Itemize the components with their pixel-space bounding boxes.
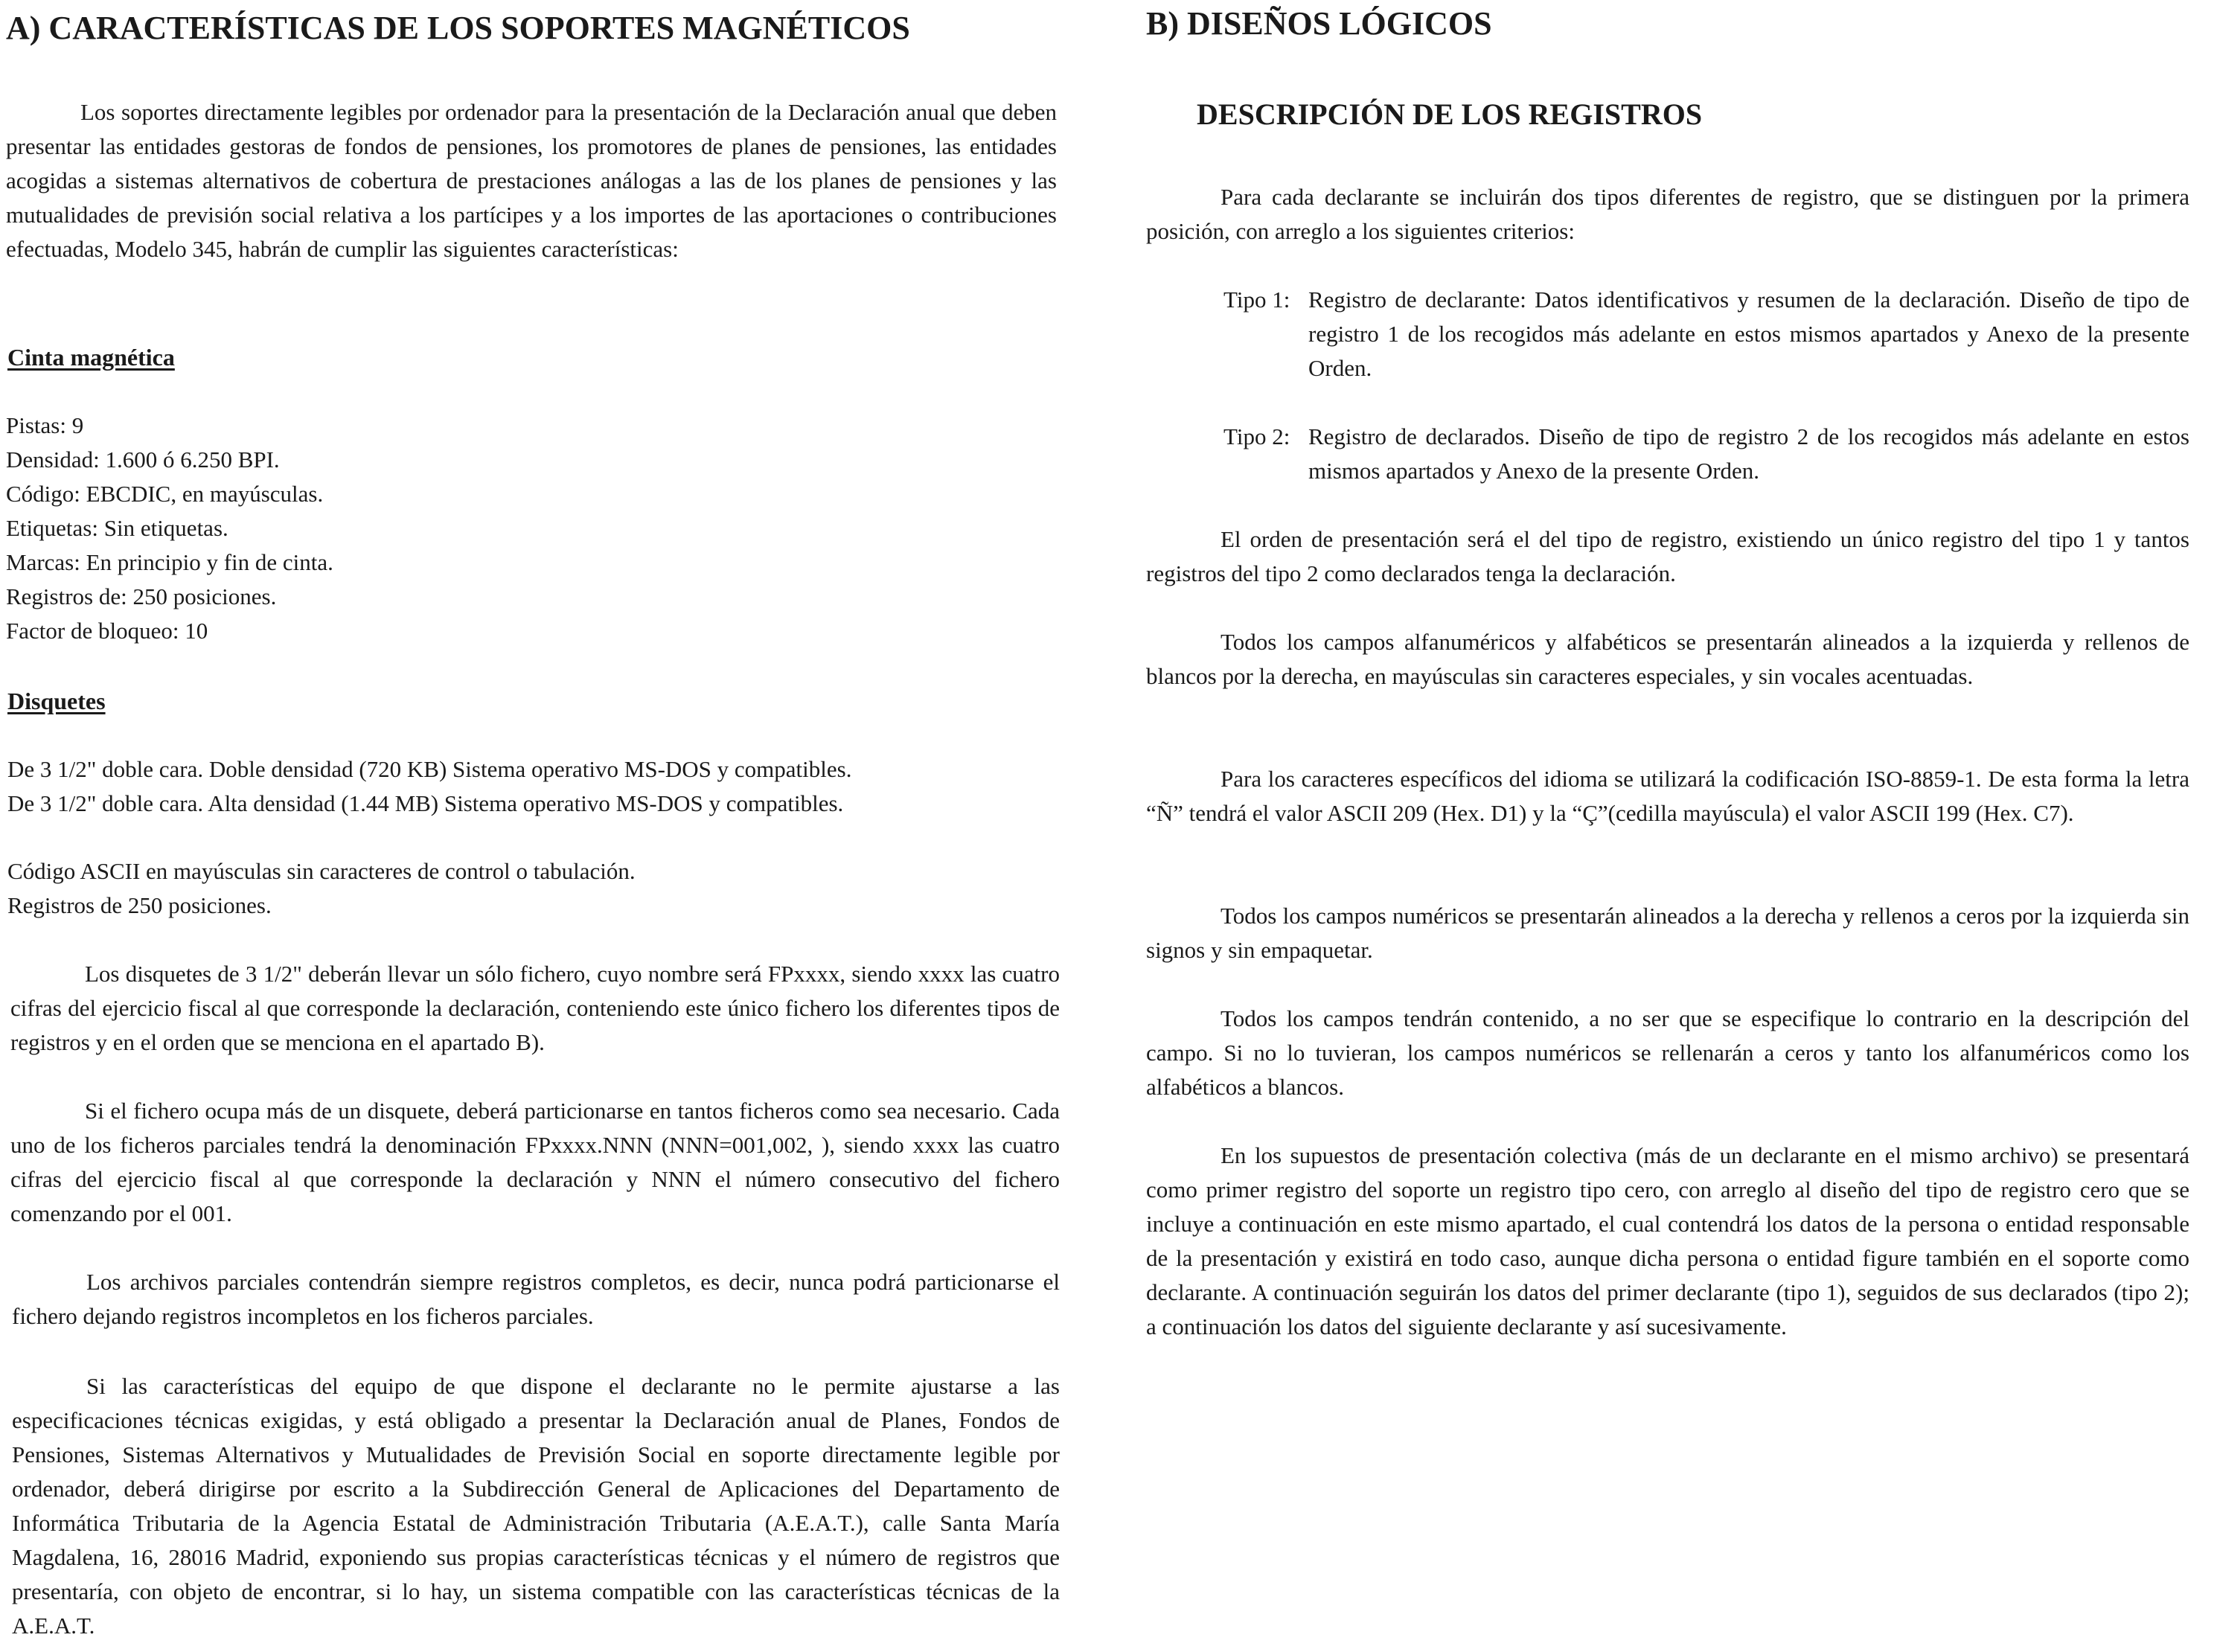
paragraph-campos-numericos: Todos los campos numéricos se presentarán alineados a la derecha y rellenos a ceros por la izquierda sin signos y sin empaquetar. bbox=[1146, 903, 2189, 963]
cinta-spec-line: Pistas: 9 bbox=[6, 412, 84, 438]
intro-paragraph: Los soportes directamente legibles por ordenador para la presentación de la Declaración anual que deben presentar las entidades gestoras de fondos de pensiones, los promotores de planes de pensiones, las entidades acogidas a sistemas alternativos de cobertura de prestaciones análogas a las de los planes de pensiones y las mutualidades de previsión social relativa a los partícipes y a los importes de las aportaciones o contribuciones efectuadas, Modelo 345, habrán de cumplir las siguientes características: bbox=[6, 99, 1057, 262]
registros-subheading: DESCRIPCIÓN DE LOS REGISTROS bbox=[1197, 97, 1703, 131]
section-a-heading: A) CARACTERÍSTICAS DE LOS SOPORTES MAGNÉTICOS bbox=[6, 10, 910, 46]
tipo1-label: Tipo 1: bbox=[1223, 286, 1290, 313]
cinta-specs-list bbox=[6, 409, 333, 648]
cinta-spec-line: Factor de bloqueo: 10 bbox=[6, 618, 208, 644]
tipo2-label: Tipo 2: bbox=[1223, 423, 1290, 449]
paragraph-archivos-parciales: Los archivos parciales contendrán siempre registros completos, es decir, nunca podrá particionarse el fichero dejando registros incompletos en los ficheros parciales. bbox=[12, 1269, 1060, 1329]
cinta-spec-line: Densidad: 1.600 ó 6.250 BPI. bbox=[6, 446, 280, 473]
disquete-spec-line: Código ASCII en mayúsculas sin caracteres de control o tabulación. bbox=[7, 858, 636, 884]
paragraph-contenido-campos: Todos los campos tendrán contenido, a no ser que se especifique lo contrario en la descripción del campo. Si no lo tuvieran, los campos numéricos se rellenarán a ceros y tanto los alfanuméricos como los alfabéticos a blancos. bbox=[1146, 1005, 2189, 1100]
paragraph-caracteristicas-equipo: Si las características del equipo de que dispone el declarante no le permite ajustarse a las especificaciones técnicas exigidas, y está obligado a presentar la Declaración anual de Planes, Fondos de Pensiones, Sistemas Alternativos y Mutualidades de Previsión Social en soporte directamente legible por ordenador, deberá dirigirse por escrito a la Subdirección General de Aplicaciones del Departamento de Informática Tributaria de la Agencia Estatal de Administración Tributaria (A.E.A.T.), calle Santa María Magdalena, 16, 28016 Madrid, exponiendo sus propias características técnicas y el número de registros que presentaría, con objeto de encontrar, si lo hay, un sistema compatible con las características técnicas de la A.E.A.T. bbox=[12, 1373, 1060, 1639]
tipo1-description bbox=[1223, 283, 2189, 385]
disquete-spec-line: De 3 1/2" doble cara. Alta densidad (1.44 MB) Sistema operativo MS-DOS y compatibles. bbox=[7, 790, 844, 816]
paragraph-codificacion: Para los caracteres específicos del idioma se utilizará la codificación ISO-8859-1. De esta forma la letra “Ñ” tendrá el valor ASCII 209 (Hex. D1) y la “Ç”(cedilla mayúscula) el valor ASCII 199 (Hex. C7). bbox=[1146, 766, 2189, 826]
section-b-heading: B) DISEÑOS LÓGICOS bbox=[1146, 5, 1492, 42]
disquetes-specs-a bbox=[7, 752, 851, 821]
tipo2-description bbox=[1223, 420, 2189, 488]
cinta-magnetica-label: Cinta magnética bbox=[7, 344, 175, 371]
disquetes-label: Disquetes bbox=[7, 688, 106, 714]
cinta-spec-line: Registros de: 250 posiciones. bbox=[6, 583, 277, 609]
paragraph-orden-presentacion: El orden de presentación será el del tipo de registro, existiendo un único registro del tipo 1 y tantos registros del tipo 2 como declarados tenga la declaración. bbox=[1146, 526, 2189, 586]
tipo1-text: Registro de declarante: Datos identificativos y resumen de la declaración. Diseño de tipo de registro 1 de los recogidos más adelante en estos mismos apartados y Anexo de la presente Orden. bbox=[1308, 286, 2189, 381]
cinta-spec-line: Etiquetas: Sin etiquetas. bbox=[6, 515, 228, 541]
disquetes-specs-b bbox=[7, 854, 636, 923]
tipo2-text: Registro de declarados. Diseño de tipo de registro 2 de los recogidos más adelante en estos mismos apartados y Anexo de la presente Orden. bbox=[1308, 423, 2189, 484]
disquete-spec-line: Registros de 250 posiciones. bbox=[7, 892, 272, 918]
paragraph-particion: Si el fichero ocupa más de un disquete, deberá particionarse en tantos ficheros como sea necesario. Cada uno de los ficheros parciales tendrá la denominación FPxxxx.NNN (NNN=001,002, ), siendo xxxx las cuatro cifras del ejercicio fiscal al que corresponde la declaración y NNN el número consecutivo del fichero comenzando por el 001. bbox=[10, 1098, 1060, 1226]
paragraph-campos-alfanumericos: Todos los campos alfanuméricos y alfabéticos se presentarán alineados a la izquierda y rellenos de blancos por la derecha, en mayúsculas sin caracteres especiales, y sin vocales acentuadas. bbox=[1146, 629, 2189, 689]
paragraph-fichero-nombre: Los disquetes de 3 1/2" deberán llevar un sólo fichero, cuyo nombre será FPxxxx, siendo xxxx las cuatro cifras del ejercicio fiscal al que corresponde la declaración, conteniendo este único fichero los diferentes tipos de registros y en el orden que se menciona en el apartado B). bbox=[10, 961, 1060, 1055]
disquete-spec-line: De 3 1/2" doble cara. Doble densidad (720 KB) Sistema operativo MS-DOS y compatibles. bbox=[7, 756, 852, 782]
paragraph-presentacion-colectiva: En los supuestos de presentación colectiva (más de un declarante en el mismo archivo) se presentará como primer registro del soporte un registro tipo cero, con arreglo al diseño del tipo de registro cero que se incluye a continuación en este mismo apartado, el cual contendrá los datos de la persona o entidad responsable de la presentación y existirá en todo caso, aunque dicha persona o entidad figure también en el soporte como declarante. A continuación seguirán los datos del primer declarante (tipo 1), seguidos de sus declarados (tipo 2); a continuación los datos del siguiente declarante y así sucesivamente. bbox=[1146, 1142, 2189, 1339]
cinta-spec-line: Código: EBCDIC, en mayúsculas. bbox=[6, 481, 324, 507]
registros-intro-paragraph: Para cada declarante se incluirán dos tipos diferentes de registro, que se distinguen por la primera posición, con arreglo a los siguientes criterios: bbox=[1146, 184, 2189, 244]
cinta-spec-line: Marcas: En principio y fin de cinta. bbox=[6, 549, 333, 575]
